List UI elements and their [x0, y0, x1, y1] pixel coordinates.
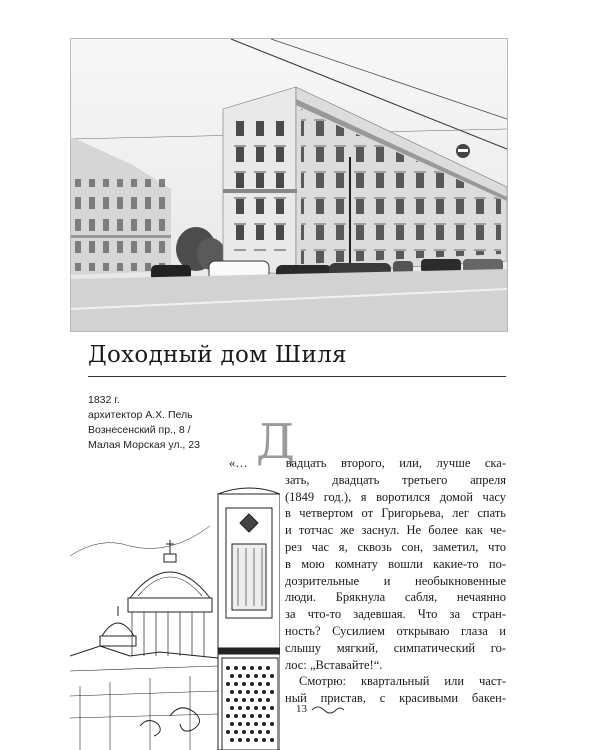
text-line: ный пристав, с красивыми бакен- — [285, 691, 506, 706]
text-line: (1849 год.), я воротился домой часу — [285, 489, 506, 504]
architect: архитектор А.Х. Пель — [88, 409, 193, 421]
cathedral-sketch — [70, 486, 280, 750]
text-line: ность? Сусилием открываю глаза и — [285, 623, 506, 638]
quote-text — [229, 455, 506, 707]
address-line-2: Малая Морская ул., 23 — [88, 439, 200, 451]
text-line: Смотрю: квартальный или част- — [299, 674, 506, 689]
text-line: за что-то задевшая. Что за стран- — [285, 607, 506, 622]
text-line: и тотчас же заснул. Не более как че- — [285, 523, 506, 538]
page-number: 13 — [296, 703, 307, 715]
building-photo — [70, 38, 508, 332]
opening-quote: «… — [229, 456, 248, 470]
title-divider — [88, 376, 506, 377]
text-line: люди. Брякнула сабля, нечаянно — [285, 590, 506, 605]
text-line: слышу мягкий, симпатический го- — [285, 640, 506, 655]
build-year: 1832 г. — [88, 394, 120, 406]
text-line: дозрительные и необыкновенные — [285, 573, 506, 588]
drop-cap: Д — [256, 414, 296, 470]
address-line-1: Вознесенский пр., 8 / — [88, 424, 191, 436]
text-line: в четвертом от Григорьева, лег спать — [285, 506, 506, 521]
text-line: зать, двадцать третьего апреля — [285, 472, 506, 487]
building-info — [88, 393, 258, 453]
text-line: рез час я, сквозь сон, заметил, что — [285, 539, 506, 554]
page-ornament-icon — [311, 705, 345, 715]
text-line: в мою комнату вошли какие-то по- — [285, 556, 506, 571]
text-line: «… вадцать второго, или, лучше ска- — [229, 456, 506, 470]
text-line: лос: „Вставайте!“. — [285, 657, 383, 672]
page-title: Доходный дом Шиля — [88, 342, 347, 368]
